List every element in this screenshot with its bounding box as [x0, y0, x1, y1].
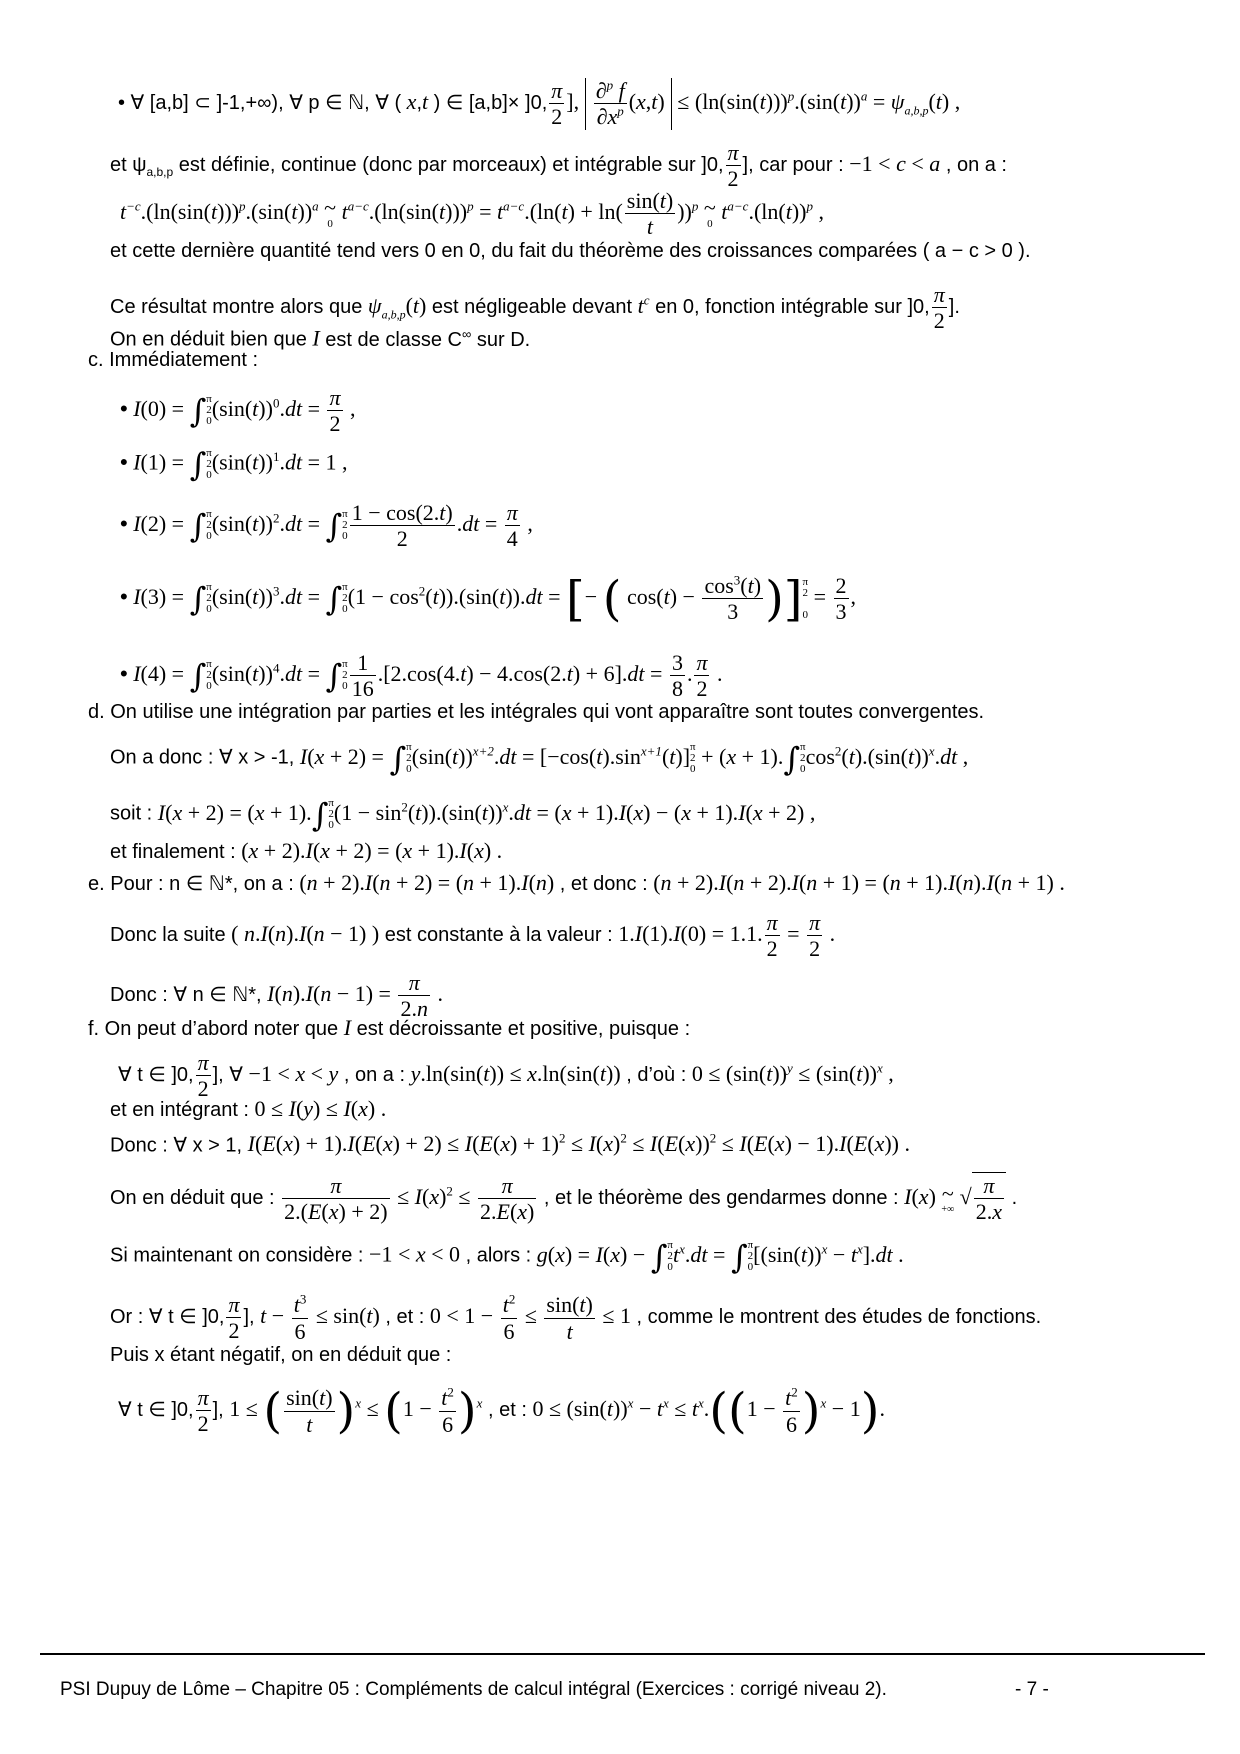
line-f7: Or : ∀ t ∈ ]0, $\frac{\pi}{2}$ ], t − $\frac{t^3}{6}$ ≤ sin(t) , et : 0 < 1 − $\frac{t^2}{6}$ ≤ $\frac{\sin(t)}{t}$ ≤ 1 , comme le montrent des études de fonctions.: [110, 1291, 1042, 1344]
line-f5: On en déduit que : $\frac{\pi}{2.(E(x) + 2)}$ ≤ $I(x)^2$ ≤ $\frac{\pi}{2.E(x)}$ , et le théorème des gendarmes donne : I(x) ~ +∞ √ $\frac{\pi}{2.x}$ .: [110, 1173, 1018, 1225]
line-f4: Donc : ∀ x > 1, $I(E(x) + 1).I(E(x) + 2) \le I(E(x) + 1)^2 \le I(x)^2 \le I(E(x))^2 \le I(E(x) - 1).I(E(x))$ .: [110, 1131, 910, 1157]
section-d-heading: d. On utilise une intégration par parties et les intégrales qui vont apparaître sont toutes convergentes.: [88, 701, 985, 723]
line-e2: Donc la suite ( n.I(n).I(n − 1) ) est constante à la valeur : 1.I(1).I(0) = 1.1. $\frac{\pi}{2}$ = $\frac{\pi}{2}$ .: [110, 910, 836, 962]
line-d2: soit : I(x + 2) = (x + 1).∫ π 2 0 $(1 - \sin^2(t)).(\sin(t))^x.dt = (x + 1).I(x) - (x + 1).I(x + 2)$ ,: [110, 795, 816, 834]
line-5: Ce résultat montre alors que $\psi_{a,b,p}(t)$ est négligeable devant $t^c$ en 0, fonction intégrable sur ]0, $\frac{\pi}{2}$ ].: [110, 282, 960, 334]
line-1: • ∀ [a,b] ⊂ ]-1,+∞), ∀ p ∈ ℕ, ∀ ( x,t ) ∈ [a,b]× ]0, $\frac{\pi}{2}$ ], $\frac{\partial^p f}{\partial x^p}$ $(x,t) \le (\ln(\sin(t)))^p.(\sin(t))^a = \psi_{a,b,p}(t)$ ,: [118, 77, 961, 130]
line-e3: Donc : ∀ n ∈ ℕ*, I(n).I(n − 1) = $\frac{\pi}{2.n}$ .: [110, 970, 443, 1022]
line-f9: ∀ t ∈ ]0, $\frac{\pi}{2}$ ], 1 ≤ ( $\frac{\sin(t)}{t}$ )$^x$ ≤ (1 − $\frac{t^2}{6}$ )$^x$ , et : $0 \le (\sin(t))^x - t^x \le t^x.((1$ − $\frac{t^2}{6}$ )$^x$ − 1).: [118, 1383, 885, 1440]
line-4: [110, 241, 1031, 261]
line-f3: et en intégrant : 0 ≤ I(y) ≤ I(x) .: [110, 1096, 387, 1121]
line-6: On en déduit bien que I est de classe C∞ sur D.: [110, 325, 531, 351]
line-f1: f. On peut d’abord noter que I est décroissante et positive, puisque :: [88, 1015, 691, 1040]
page-number: - 7 -: [1015, 1679, 1049, 1700]
line-1-text: • ∀ [a,b] ⊂ ]-1,+∞), ∀ p ∈ ℕ, ∀ ( x,t ) ∈ [a,b]× ]0,: [118, 89, 548, 115]
line-d3: et finalement : (x + 2).I(x + 2) = (x + 1).I(x) .: [110, 838, 503, 863]
equation-I1: • I(1) = ∫ π 2 0 $(\sin(t))^1.dt = 1$ ,: [120, 445, 348, 484]
footer-rule: [40, 1653, 1205, 1655]
footer-title: PSI Dupuy de Lôme – Chapitre 05 : Compléments de calcul intégral (Exercices : corrigé niveau 2).: [60, 1679, 887, 1700]
equation-I3: • I(3) = ∫ π 2 0 $(\sin(t))^3.dt$ = ∫ π 2 0 $(1 - \cos^2(t)).(\sin(t)).dt$ = [− ( cos(t) − $\frac{\cos^3(t)}{3}$ )] π 2 0 = $\frac{2}{3}$ ,: [120, 570, 857, 627]
line-e1: e. Pour : n ∈ ℕ*, on a : (n + 2).I(n + 2) = (n + 1).I(n) , et donc : (n + 2).I(n + 2).I(n + 1) = (n + 1).I(n).I(n + 1) .: [88, 870, 1065, 895]
line-2: et $\psi_{a,b,p}$ est définie, continue (donc par morceaux) et intégrable sur ]0, $\frac{\pi}{2}$ ], car pour : −1 < c < a , on a :: [110, 140, 1007, 192]
line-f6: Si maintenant on considère : −1 < x < 0 , alors : g(x) = I(x) − ∫ π 2 0 $t^x.dt$ = ∫ π 2 0 $[(\sin(t))^x - t^x].dt$ .: [110, 1237, 904, 1276]
section-c-heading: c. Immédiatement :: [88, 349, 259, 371]
equation-I4: • I(4) = ∫ π 2 0 $(\sin(t))^4.dt$ = ∫ π 2 0 $\frac{1}{16}$ .[2.cos(4.t) − 4.cos(2.t) + 6].dt = $\frac{3}{8}$ . $\frac{\pi}{2}$ .: [120, 650, 723, 702]
line-d1: On a donc : ∀ x > -1, I(x + 2) = ∫ π 2 0 $(\sin(t))^{x+2}.dt = [-\cos(t).\sin^{x+1}(t)]$ π 2 0 + (x + 1).∫ π 2 0 $\cos^2(t).(\sin(t))^x.dt$ ,: [110, 739, 969, 778]
line-f2: ∀ t ∈ ]0, $\frac{\pi}{2}$ ], ∀ −1 < x < y , on a : y.ln(sin(t)) ≤ x.ln(sin(t)) , d’où : $0 \le (\sin(t))^y \le (\sin(t))^x$ ,: [118, 1050, 894, 1102]
equation-I0: • I(0) = ∫ π 2 0 $(\sin(t))^0.dt$ = $\frac{\pi}{2}$ ,: [120, 385, 356, 437]
line-3: $t^{-c}.(\ln(\sin(t)))^p.(\sin(t))^a$ ~ 0 $t^{a-c}.(\ln(\sin(t)))^p = t^{a-c}.(\ln(t) + \ln$( $\frac{\sin(t)}{t}$ ))$^p$ ~ 0 $t^{a-c}.(\ln(t))^p$ ,: [120, 188, 824, 240]
line-f8: Puis x étant négatif, on en déduit que :: [110, 1344, 452, 1366]
equation-I2: • I(2) = ∫ π 2 0 $(\sin(t))^2.dt$ = ∫ π 2 0 $\frac{1 - \cos(2.t)}{2}$ .dt = $\frac{\pi}{4}$ ,: [120, 500, 533, 552]
line-4-text: et cette dernière quantité tend vers 0 en 0, du fait du théorème des croissances comparées ( a − c > 0 ).: [110, 240, 1031, 262]
